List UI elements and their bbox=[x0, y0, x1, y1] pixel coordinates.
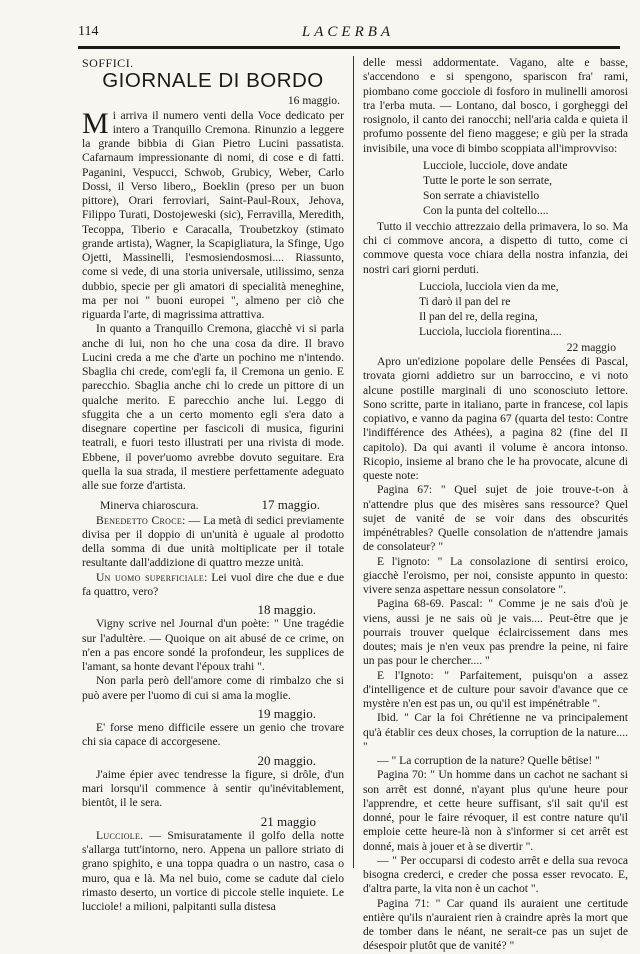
verse-line: Lucciola, lucciola vien da me, bbox=[419, 279, 559, 293]
entry-date: 17 maggio. bbox=[261, 497, 320, 513]
verse-line: Lucciole, lucciole, dove andate bbox=[423, 158, 568, 172]
article-title: GIORNALE DI BORDO bbox=[102, 69, 324, 93]
paragraph: Mi arriva il numero venti della Voce dedicato per intero a Tranquillo Cremona. Rinunzio a leggere la grande bibbia di Gian Pietro Lucini passatista. Cafarnaum impressionante di nomi, di cose e di fatti. Paganini, Vespucci, Schwob, Grubicy, Weber, Carlo Dossi, il Verso libero,, Boeklin (preso per un buon pittore), Orari ferroviari, Saint-Paul-Roux, Jehova, Filippo Turati, Dostojeweski (sic), Ferravilla, Meredith, Tecoppa, Tiberio e Caracalla, Troubetzkoy (stimato grande artista), Wagner, la Scapigliatura, la Sfinge, Ugo Ojetti, Massinelli, l'esmosiendosmosi.... Riassunto, come si vede, di una storia universale, utilissimo, senza dubbio, specie per gli amatori di specialità meneghine, ma per noi " buoni europei ", almeno per ciò che riguarda l'arte, di magrissima attrattiva. bbox=[82, 106, 344, 321]
paragraph: — " Per occuparsi di codesto arrêt e della sua revoca bisogna crederci, e creder che possa esser revocato. E, d'altra parte, la vita non è un cachot ". bbox=[363, 853, 628, 896]
verse-line: Son serrate a chiavistello bbox=[423, 188, 540, 202]
paragraph: delle messi addormentate. Vagano, alte e basse, s'accendono e si spengono, spariscon fra' rami, piombano come gocciole di fosforo in mulinelli amorosi tra l'erba muta. — Lontano, dal bosco, i gorgheggi del rosignolo, il canto dei ranocchi; nell'aria calda e quieta il profumo possente del fieno maggese; e giù per la strada invisibile, una voce di bimbo scoppiata all'improvviso: bbox=[363, 56, 628, 155]
paragraph: E l'Ignoto: " Parfaitement, puisqu'on a assez d'intelligence et de culture pour savoir d'avance que ce mystère n'en est pas un, ou qu'il est impénétrable ". bbox=[363, 668, 628, 710]
header-rule bbox=[78, 46, 620, 49]
verse-line: Tutte le porte le son serrate, bbox=[423, 173, 553, 187]
section-heading bbox=[82, 498, 344, 513]
paragraph: Pagina 70: " Un homme dans un cachot ne sachant si son arrêt est donné, n'ayant plus qu'une heure pour l'apprendre, et cette heure suffisant, s'il sait qu'il est donné, pour le faire révoquer, il est contre nature qu'il emploie cette heure-là non à s'informer si cet arrêt est donné, mais à jouer et à se divertir ". bbox=[363, 768, 628, 853]
paragraph: Vigny scrive nel Journal d'un poète: " Une tragédie sur l'adultère. — Quoique on ait abusé de ce crime, on n'en a pas encore sondé la profondeur, les supplices de l'amant, sa honte devant l'époux trahi ". bbox=[82, 617, 344, 673]
paragraph: Apro un'edizione popolare delle Pensées di Pascal, trovata giorni addietro sur un barroccino, e vi noto alcune postille marginali di uno sconosciuto lettore. Sono scritte, parte in italiano, parte in francese, col lapis copiativo, e vanno da pagina 67 (quarta del testo: Contre l'indifférence des Athées), a pagina 82 (fine del II capitolo). Da qui avanti il volume è ancora intonso. Ricopio, insieme al brano che le ha provocate, alcune di queste note: bbox=[363, 355, 628, 482]
paragraph: Pagina 68-69. Pascal: " Comme je ne sais d'où je viens, aussi je ne sais où je vais.... Peut-être que je pourrais trouver quelque éclaircissement dans mes doutes; mais je n'en veux pas prendre la peine, ni faire un pas pour le chercher.... " bbox=[363, 597, 628, 668]
verse-block bbox=[363, 158, 628, 218]
paragraph: Lucciole. — Smisuratamente il golfo della notte s'allarga tutt'intorno, nero. Appena un pallore striato di grano spighito, e una toppa quadra o un nastro, casa o muro, qua e là. Ma nel buio, come se cadute dal cielo rimasto deserto, un vortice di piccole stelle inquiete. Le lucciole! a milioni, palpitanti sulla distesa bbox=[82, 828, 344, 913]
verse-block bbox=[363, 279, 628, 339]
entry-date: 21 maggio bbox=[260, 813, 316, 829]
page-number: 114 bbox=[78, 24, 99, 39]
paragraph: Tutto il vecchio attrezzaio della primavera, lo so. Ma chi ci commove ancora, a dispetto di tutto, come ci commove questa voce chiara della nostra infanzia, dei nostri cari giorni perduti. bbox=[363, 219, 628, 276]
paragraph: Benedetto Croce: — La metà di sedici previamente divisa per il doppio di un'unità è uguale al prodotto della somma di due unità moltiplicate per il totale resultante dall'addizione di quattro mezze unità. bbox=[82, 513, 344, 570]
column-divider bbox=[353, 56, 354, 868]
page-header bbox=[78, 24, 618, 44]
paragraph: Ibid. " Car la foi Chrétienne ne va principalement qu'à établir ces deux choses, la corruption de la nature.... " bbox=[363, 711, 628, 753]
paragraph: E' forse meno difficile essere un genio che trovare chi sia capace di accorgesene. bbox=[82, 721, 344, 749]
journal-title: LACERBA bbox=[301, 24, 395, 40]
entry-date: 20 maggio. bbox=[257, 752, 316, 768]
right-column bbox=[363, 56, 628, 954]
paragraph: E l'ignoto: " La consolazione di sentirsi eroico, giacchè l'eroismo, per noi, consiste appunto in questo: vivere senza aspettare nessun consolatore ". bbox=[363, 554, 628, 596]
entry-date: 16 maggio. bbox=[287, 94, 340, 108]
entry-date: 22 maggio bbox=[566, 340, 616, 354]
left-column bbox=[82, 56, 344, 914]
drop-cap: M bbox=[82, 106, 109, 140]
entry-date: 19 maggio. bbox=[257, 705, 316, 721]
verse-line: Con la punta del coltello.... bbox=[423, 203, 549, 217]
paragraph: Pagina 67: " Quel sujet de joie trouve-t-on à n'attendre plus que des misères sans ressource? Quel sujet de vanité de se voir dans des obscurités impénétrables? Quelle consolation de n'attendre jamais de consolateur? " bbox=[363, 483, 628, 554]
paragraph: Pagina 71: " Car quand ils auraient une certitude entière qu'ils n'auraient rien à craindre après la mort que de tomber dans le néant, ne serait-ce pas un sujet de désespoir plutôt que de vanité? " bbox=[363, 896, 628, 953]
paragraph: J'aime épier avec tendresse la figure, si drôle, d'un mari lorsqu'il commence à sentir qu'inévitablement, bientôt, il le sera. bbox=[82, 767, 344, 810]
verse-line: Ti darò il pan del re bbox=[419, 294, 511, 308]
paragraph: — " La corruption de la nature? Quelle bêtise! " bbox=[377, 754, 600, 767]
verse-line: Lucciola, lucciola fiorentina.... bbox=[419, 324, 562, 338]
entry-date: 18 maggio. bbox=[257, 602, 316, 617]
paragraph: Non parla però dell'amore come di rimbalzo che si può avere per l'uomo di cui si ama la moglie. bbox=[82, 674, 344, 702]
verse-line: Il pan del re, della regina, bbox=[419, 309, 538, 323]
section-label: Minerva chiaroscura. bbox=[100, 499, 199, 513]
article-author: SOFFICI. bbox=[82, 56, 134, 70]
paragraph: Un uomo superficiale: Lei vuol dire che due e due fa quattro, vero? bbox=[82, 570, 344, 598]
paragraph: In quanto a Tranquillo Cremona, giacchè vi si parla anche di lui, non ho che una cosa da dire. Il bravo Lucini creda a me che d'arte un pochino me n'intendo. Sbaglia chi crede, com'egli fa, il Cremona un genio. E parecchio. Sbaglia anche chi lo crede un pittore di un qualche merito. E parecchio anche lui. Leggo di sfuggita che a un certo momento egli s'era dato a disegnare copertine per fascicoli di musica, figurini teatrali, e fuori testo illustrati per una rivista di mode. Ebbene, il pover'uomo avrebbe dovuto seguitare. Era quella la sua strada, il mestiere perfettamente adeguato alle sue forze d'artista. bbox=[82, 322, 344, 492]
